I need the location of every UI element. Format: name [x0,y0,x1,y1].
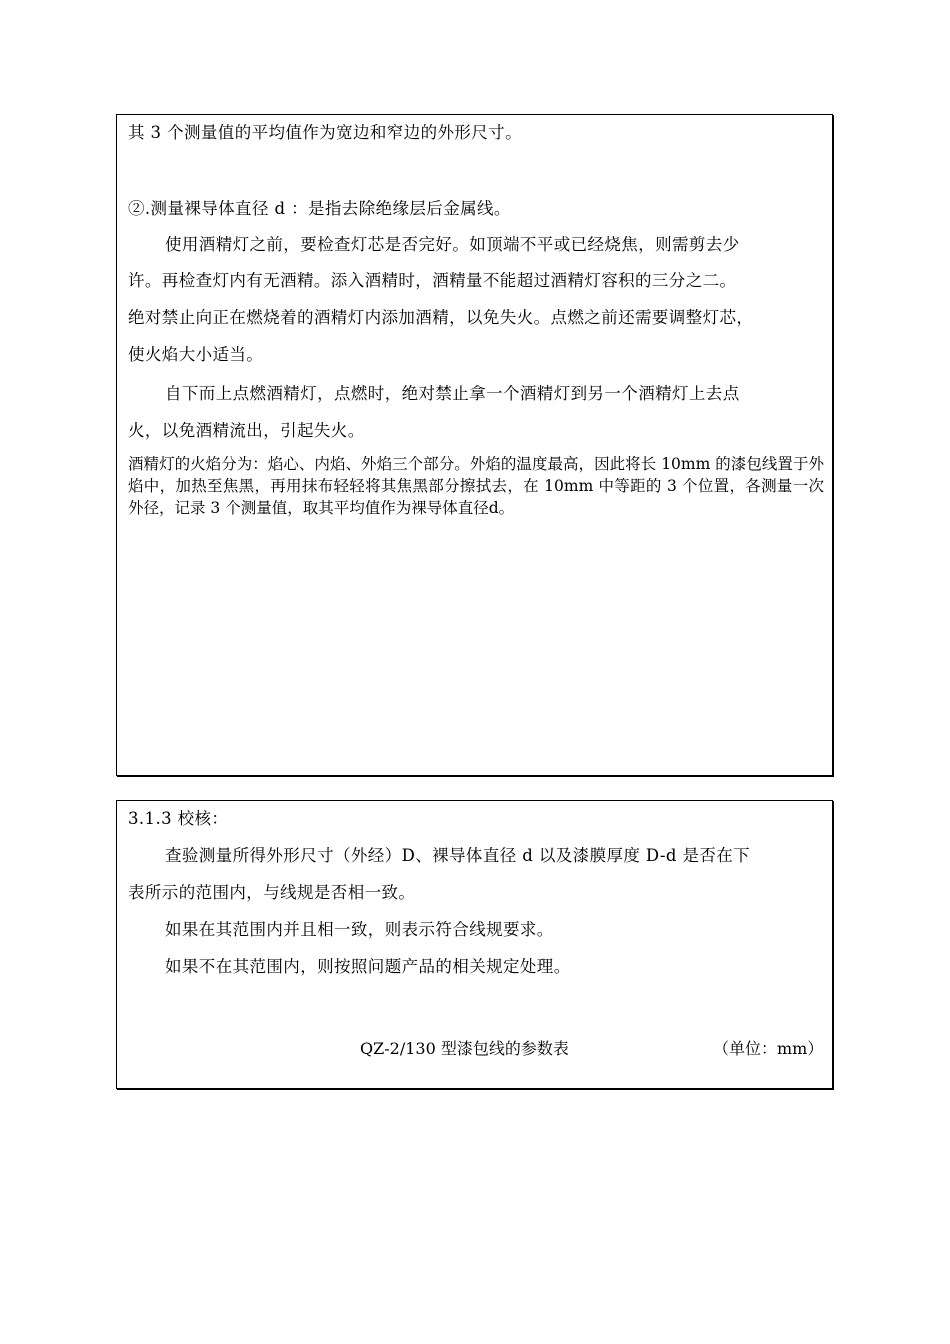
check-para2: 如果在其范围内并且相一致，则表示符合线规要求。 [165,920,554,939]
table-caption-row [117,1038,832,1060]
check-para1-line2: 表所示的范围内，与线规是否相一致。 [128,883,416,902]
continuation-line: 其 3 个测量值的平均值作为宽边和窄边的外形尺寸。 [128,123,522,142]
flame-paragraph: 酒精灯的火焰分为：焰心、内焰、外焰三个部分。外焰的温度最高，因此将长 10mm 的漆包线置于外焰中，加热至焦黑，再用抹布轻轻将其焦黑部分擦拭去，在 10mm 中等距的 3 个位置，各测量一次外径，记录 3 个测量值，取其平均值作为裸导体直径d。 [128,455,824,517]
table-caption: QZ-2/130 型漆包线的参数表 [360,1039,569,1058]
lamp-para1-line2: 许。再检查灯内有无酒精。添入酒精时，酒精量不能超过酒精灯容积的三分之二。 [128,271,737,290]
lamp-para1-line3: 绝对禁止向正在燃烧着的酒精灯内添加酒精，以免失火。点燃之前还需要调整灯芯， [128,308,754,327]
lamp-para2-line2: 火，以免酒精流出，引起失火。 [128,421,365,440]
check-section [116,800,833,1089]
lamp-para1-line4: 使火焰大小适当。 [128,345,264,364]
measurement-section [116,114,833,776]
check-para1-line1: 查验测量所得外形尺寸（外经）D、裸导体直径 d 以及漆膜厚度 D-d 是否在下 [165,846,751,865]
check-para3: 如果不在其范围内，则按照问题产品的相关规定处理。 [165,957,571,976]
lamp-para1-line1: 使用酒精灯之前，要检查灯芯是否完好。如顶端不平或已经烧焦，则需剪去少 [165,235,740,254]
table-unit: （单位：mm） [713,1039,824,1058]
item2-heading: ②.测量裸导体直径 d ：是指去除绝缘层后金属线。 [128,199,511,218]
section-heading: 3.1.3 校核： [128,809,229,828]
lamp-para2-line1: 自下而上点燃酒精灯，点燃时，绝对禁止拿一个酒精灯到另一个酒精灯上去点 [165,384,740,403]
